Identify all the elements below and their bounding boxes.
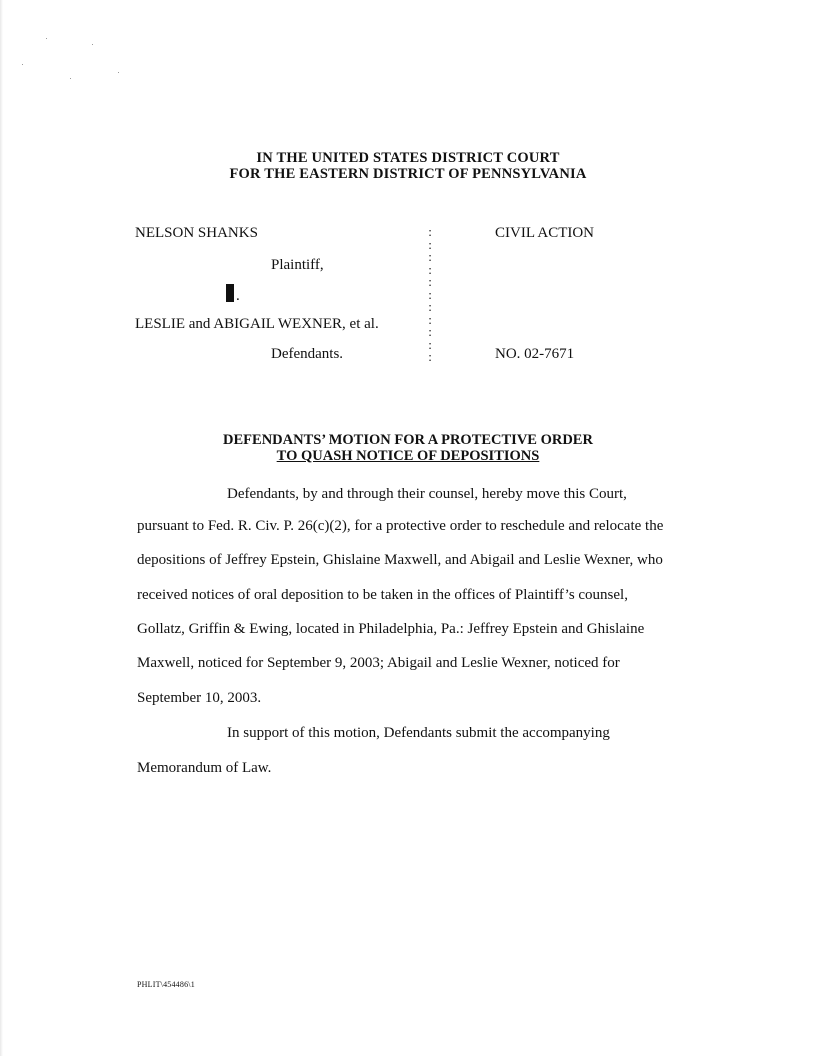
document-id: PHLIT\454486\1: [137, 980, 195, 989]
scan-speck: [46, 38, 47, 39]
separator-colon: :: [428, 274, 432, 289]
body-line: Maxwell, noticed for September 9, 2003; Abigail and Leslie Wexner, noticed for: [137, 655, 620, 671]
body-line: Memorandum of Law.: [137, 760, 272, 776]
scan-speck: [70, 78, 71, 79]
body-line: received notices of oral deposition to be taken in the offices of Plaintiff’s counsel,: [137, 587, 628, 603]
court-heading-line1: IN THE UNITED STATES DISTRICT COURT: [256, 150, 560, 166]
caption-separator: [427, 226, 433, 364]
court-heading: [0, 150, 816, 182]
separator-colon: :: [428, 224, 432, 239]
defendant-role: Defendants.: [271, 346, 344, 362]
redaction-mark: [226, 284, 234, 302]
separator-colon: :: [428, 236, 432, 252]
case-number: NO. 02-7671: [495, 346, 575, 362]
body-line: Defendants, by and through their counsel, hereby move this Court,: [227, 486, 627, 502]
separator-colon: :: [428, 286, 432, 302]
scan-speck: [92, 44, 93, 45]
versus-mark: .: [236, 288, 240, 304]
motion-title-line1: DEFENDANTS’ MOTION FOR A PROTECTIVE ORDER: [223, 432, 593, 448]
plaintiff-name: NELSON SHANKS: [135, 225, 258, 241]
separator-colon: :: [428, 336, 432, 352]
body-line: depositions of Jeffrey Epstein, Ghislaine Maxwell, and Abigail and Leslie Wexner, who: [137, 552, 663, 568]
plaintiff-role: Plaintiff,: [271, 257, 324, 273]
separator-colon: :: [428, 299, 432, 314]
separator-colon: :: [428, 261, 432, 277]
body-line: In support of this motion, Defendants submit the accompanying: [227, 725, 610, 741]
separator-colon: :: [428, 249, 432, 264]
body-line: Gollatz, Griffin & Ewing, located in Philadelphia, Pa.: Jeffrey Epstein and Ghislaine: [137, 621, 645, 637]
motion-title-line2: TO QUASH NOTICE OF DEPOSITIONS: [276, 448, 540, 464]
court-heading-line2: FOR THE EASTERN DISTRICT OF PENNSYLVANIA: [229, 166, 587, 182]
separator-colon: :: [428, 311, 432, 327]
body-line: pursuant to Fed. R. Civ. P. 26(c)(2), for a protective order to reschedule and relocate the: [137, 518, 664, 534]
scan-speck: [118, 72, 119, 73]
civil-action-label: CIVIL ACTION: [495, 225, 595, 241]
scan-speck: [22, 64, 23, 65]
separator-colon: :: [428, 349, 432, 364]
defendant-name: LESLIE and ABIGAIL WEXNER, et al.: [135, 316, 379, 332]
separator-colon: :: [428, 324, 432, 339]
body-line: September 10, 2003.: [137, 690, 262, 706]
motion-title: [0, 432, 816, 464]
